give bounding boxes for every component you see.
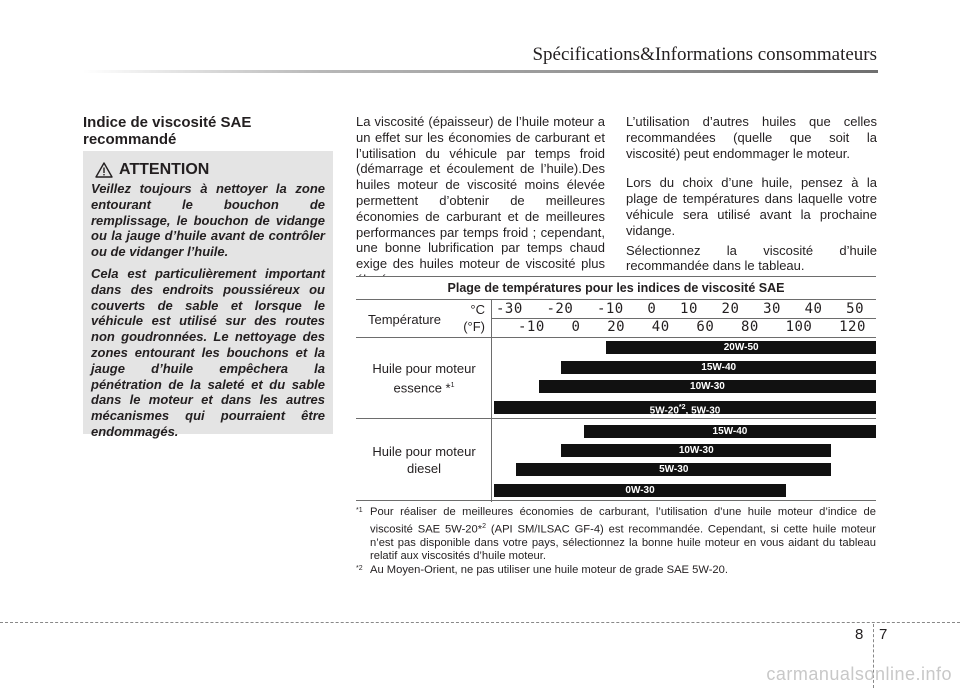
attention-box <box>83 151 333 439</box>
temperature-label: Température <box>368 312 441 327</box>
right-column <box>626 114 877 274</box>
footnote-text-after: (API SM/ILSAC GF-4) est recommandée. Cependant, si cette huile moteur n’est pas disponible dans votre pays, sélectionnez la bonne huile moteur en vous aidant du tableau relatif aux viscosités d’huile moteur. <box>370 523 876 563</box>
footnote-mark: *2 <box>356 564 363 572</box>
f-tick: -10 <box>518 319 545 335</box>
bar-label: 10W-30 <box>678 445 714 456</box>
c-tick: 30 <box>763 301 781 317</box>
c-tick: 10 <box>680 301 698 317</box>
f-tick: 40 <box>651 319 670 335</box>
f-tick: 0 <box>571 319 581 335</box>
c-tick: 40 <box>804 301 823 317</box>
footnote-mark: *1 <box>356 507 363 514</box>
petrol-footnote-mark: 1 <box>450 382 455 389</box>
attention-paragraph-1: Veillez toujours à nettoyer la zone entourant le bouchon de remplissage, le bouchon de vidange ou la jauge d’huile avant de contrôler ou de vidanger l’huile. <box>91 181 325 260</box>
c-tick: 50 <box>846 301 864 317</box>
warning-triangle-icon <box>95 162 113 178</box>
table-title: Plage de températures pour les indices de viscosité SAE <box>356 277 876 300</box>
bar-label: 5W-20 <box>649 405 679 417</box>
bar-diesel <box>561 444 831 457</box>
bar-petrol <box>606 341 876 354</box>
watermark: carmanualsonline.info <box>766 664 952 684</box>
petrol-label-text: Huile pour moteur essence * <box>372 361 476 396</box>
middle-column <box>356 114 605 288</box>
footnote-text: Au Moyen-Orient, ne pas utiliser une huile moteur de grade SAE 5W-20. <box>370 563 728 576</box>
c-tick: -10 <box>596 301 624 317</box>
bar-label: 10W-30 <box>690 381 725 392</box>
f-tick: 60 <box>696 319 715 335</box>
right-paragraph-1: L’utilisation d’autres huiles que celles recommandées (quelle que soit la viscosité) peut endommager le moteur. <box>626 114 877 161</box>
bar-petrol <box>561 361 876 374</box>
section-title: Indice de viscosité SAE recommandé <box>83 114 252 148</box>
footnote-text: Pour réaliser de meilleures économies de carburant, l’utilisation d’une huile moteur d’indice de viscosité SAE 5W-20* <box>370 506 876 536</box>
temperature-row <box>356 300 876 338</box>
footnote-1 <box>356 506 876 564</box>
bar-diesel <box>516 463 831 476</box>
bar-label: 15W-40 <box>712 426 748 437</box>
petrol-label <box>356 360 492 396</box>
footnote-2 <box>356 564 876 578</box>
attention-header <box>91 161 325 179</box>
footnotes <box>356 506 876 577</box>
fahrenheit-scale <box>492 319 876 335</box>
f-tick: 80 <box>740 319 759 335</box>
unit-celsius: °C <box>470 302 485 317</box>
page-number: 7 <box>879 626 888 643</box>
bar-label: 20W-50 <box>723 342 759 353</box>
c-tick: -20 <box>546 301 574 317</box>
f-tick: 20 <box>607 319 626 335</box>
bar-label-suffix: , 5W-30 <box>685 405 721 417</box>
temperature-label-cell <box>356 300 492 337</box>
bar-label-sup: *2 <box>678 404 686 411</box>
f-tick: 100 <box>785 319 813 335</box>
footer-rule <box>0 622 960 623</box>
bar-label: 0W-30 <box>625 485 655 496</box>
header-title: Spécifications&Informations consommateurs <box>532 44 877 65</box>
footnote-sup: 2 <box>482 522 487 530</box>
c-tick: -30 <box>496 301 523 317</box>
petrol-row <box>356 338 876 419</box>
diesel-row <box>356 419 876 502</box>
bar-label: 5W-30 <box>659 464 689 475</box>
petrol-label-cell <box>356 338 492 418</box>
bar-petrol <box>494 401 876 417</box>
bar-label: 15W-40 <box>701 362 737 373</box>
unit-fahrenheit: (°F) <box>463 319 485 334</box>
viscosity-paragraph: La viscosité (épaisseur) de l’huile moteur a un effet sur les économies de carburant et l’utilisation du véhicule par temps froid (démarrage et écoulement de l’huile).Des huiles moteur de viscosité moins élevée permettent d’obtenir de meilleures économies de carburant et de meilleures performances par temps froid ; cependant, une bonne lubrification par temps chaud exige des huiles moteur de viscosité plus <box>356 114 605 272</box>
celsius-scale <box>492 301 876 319</box>
attention-title: ATTENTION <box>119 161 210 178</box>
chapter-number: 8 <box>855 626 864 643</box>
right-paragraph-2: Lors du choix d’une huile, pensez à la plage de températures dans laquelle votre véhicule sera utilisé avant la prochaine vidange. <box>626 175 877 238</box>
right-paragraph-3: Sélectionnez la viscosité d’huile recommandée dans le tableau. <box>626 242 877 274</box>
bar-petrol <box>539 380 876 393</box>
c-tick: 0 <box>647 301 657 317</box>
c-tick: 20 <box>721 301 740 317</box>
bar-diesel <box>584 425 876 438</box>
attention-paragraph-2: Cela est particulièrement important dans des endroits poussiéreux ou couverts de sable et lorsque le véhicule est utilisé sur des routes non goudronnées. Le nettoyage des zones entourant les bouchons et la jauge d’huile empêchera la pénétration de la saleté et du sable dans le moteur et dans les autres mécanismes qui pourraient être endommagés. <box>91 265 325 439</box>
bar-diesel <box>494 484 786 497</box>
header-rule <box>83 70 878 73</box>
f-tick: 120 <box>839 319 866 335</box>
diesel-label-cell <box>356 419 492 502</box>
diesel-label: Huile pour moteur diesel <box>372 444 476 476</box>
viscosity-table <box>356 276 876 501</box>
